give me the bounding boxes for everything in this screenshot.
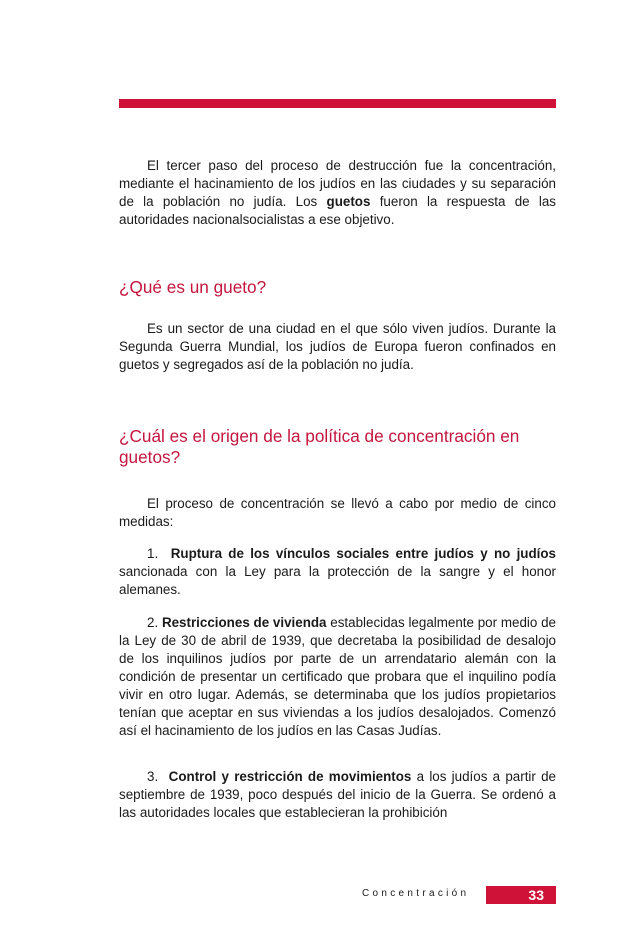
footer-chapter-title: Concentración [362,888,470,899]
list-item [119,614,556,740]
list-item-bold: Ruptura de los vínculos sociales entre judíos y no judíos [170,546,556,561]
header-accent-bar [119,99,556,108]
section2-intro-paragraph: El proceso de concentración se llevó a cabo por medio de cinco medidas: [119,496,556,529]
list-item-text: a los judíos a partir de septiembre de 1939, poco después del inicio de la Guerra. Se ordenó a las autoridades locales que establecieran la prohibición [119,769,556,820]
intro-text-after: fueron la respuesta de las autoridades nacionalsocialistas a ese objetivo. [119,194,557,227]
list-item-number: 1. [147,546,159,561]
list-item-text: establecidas legalmente por medio de la Ley de 30 de abril de 1939, que decretaba la posibilidad de desalojo de los inquilinos judíos por parte de un arrendatario alemán con la condición de presentar un certificado que probara que el inquilino podía vivir en otro lugar. Además, se determinaba que los judíos propietarios tenían que aceptar en sus viviendas a los judíos desalojados. Comenzó así el hacinamiento de los judíos en las Casas Judías. [119,615,556,738]
intro-bold-term: guetos [326,194,371,209]
list-item [119,545,556,599]
page-number: 33 [528,887,544,903]
list-item-bold: Control y restricción de movimientos [168,769,412,784]
section-heading-origin: ¿Cuál es el origen de la política de concentración en guetos? [119,426,520,467]
list-item-text: sancionada con la Ley para la protección de la sangre y el honor alemanes. [119,564,556,597]
list-item-bold: Restricciones de vivienda [161,615,327,630]
page-number-box [486,886,556,904]
intro-text-before: El tercer paso del proceso de destrucción fue la concentración, mediante el hacinamiento de los judíos en las ciudades y su separación de la población no judía. Los [119,158,556,209]
section-heading-what-is-ghetto: ¿Qué es un gueto? [119,277,267,297]
list-item [119,768,556,822]
intro-paragraph [119,157,556,229]
section1-paragraph: Es un sector de una ciudad en el que sólo viven judíos. Durante la Segunda Guerra Mundial, los judíos de Europa fueron confinados en guetos y segregados así de la población no judía. [119,321,556,372]
list-item-number: 3. [147,769,159,784]
list-item-number: 2. [147,615,159,630]
